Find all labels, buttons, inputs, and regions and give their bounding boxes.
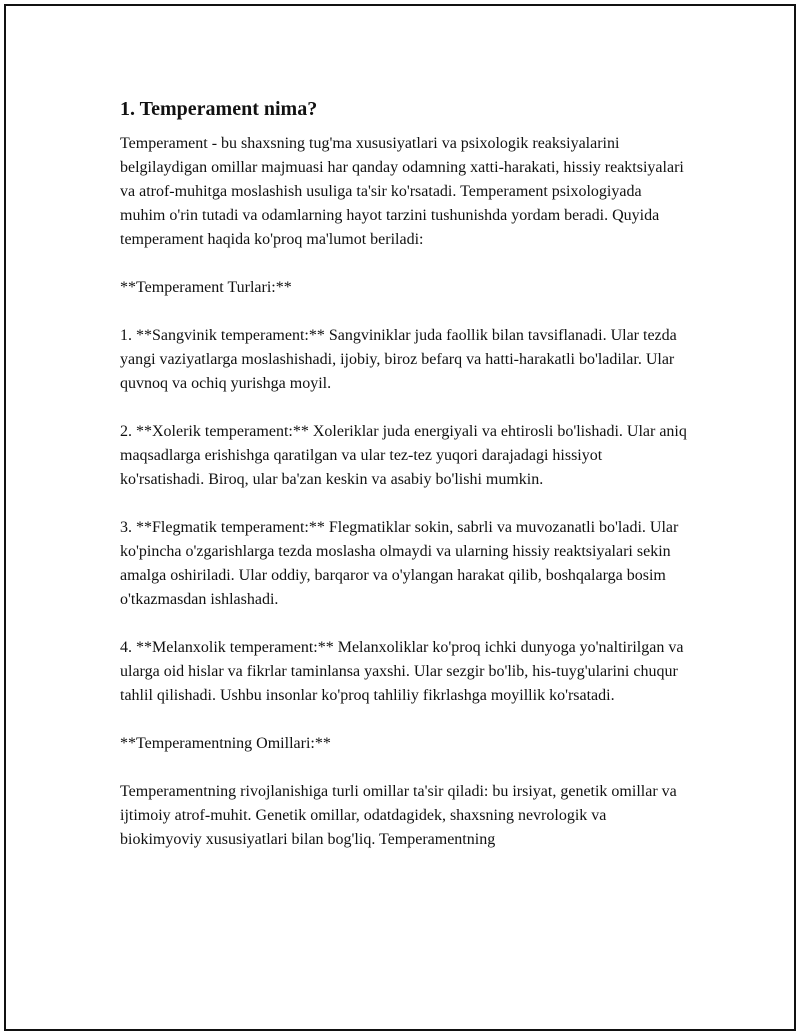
types-subheading: **Temperament Turlari:** (120, 279, 292, 296)
document-page (4, 4, 796, 1031)
factors-subheading: **Temperamentning Omillari:** (120, 735, 331, 752)
factors-paragraph: Temperamentning rivojlanishiga turli omillar ta'sir qiladi: bu irsiyat, genetik omillar va ijtimoiy atrof-muhit. Genetik omillar, odatdagidek, shaxsning nevrologik va biokimyoviy xususiyatlari bilan bog'liq. Temperamentning (120, 783, 677, 848)
choleric-paragraph: 2. **Xolerik temperament:** Xoleriklar juda energiyali va ehtirosli bo'lishadi. Ular aniq maqsadlarga erishishga qaratilgan va ular tez-tez yuqori darajadagi hissiyot ko'rsatishadi. Biroq, ular ba'zan keskin va asabiy bo'lishi mumkin. (120, 423, 687, 488)
document-content (120, 96, 690, 876)
sanguine-paragraph: 1. **Sangvinik temperament:** Sangviniklar juda faollik bilan tavsiflanadi. Ular tezda yangi vaziyatlarga moslashishadi, ijobiy, biroz befarq va hatti-harakatli bo'ladilar. Ular quvnoq va ochiq yurishga moyil. (120, 327, 677, 392)
intro-paragraph: Temperament - bu shaxsning tug'ma xususiyatlari va psixologik reaksiyalarini belgilaydigan omillar majmuasi har qanday odamning xatti-harakati, hissiy reaktsiyalari va atrof-muhitga moslashish usuliga ta'sir ko'rsatadi. Temperament psixologiyada muhim o'rin tutadi va odamlarning hayot tarzini tushunishda yordam beradi. Quyida temperament haqida ko'proq ma'lumot beriladi: (120, 135, 684, 248)
phlegmatic-paragraph: 3. **Flegmatik temperament:** Flegmatiklar sokin, sabrli va muvozanatli bo'ladi. Ular ko'pincha o'zgarishlarga tezda moslasha olmaydi va ularning hissiy reaktsiyalari sekin amalga oshiriladi. Ular oddiy, barqaror va o'ylangan harakat qilib, boshqalarga bosim o'tkazmasdan ishlashadi. (120, 519, 679, 608)
section-heading: 1. Temperament nima? (120, 98, 318, 120)
melancholic-paragraph: 4. **Melanxolik temperament:** Melanxoliklar ko'proq ichki dunyoga yo'naltirilgan va ularga oid hislar va fikrlar taminlansa yaxshi. Ular sezgir bo'lib, his-tuyg'ularini chuqur tahlil qilishadi. Ushbu insonlar ko'proq tahliliy fikrlashga moyillik ko'rsatadi. (120, 639, 684, 704)
